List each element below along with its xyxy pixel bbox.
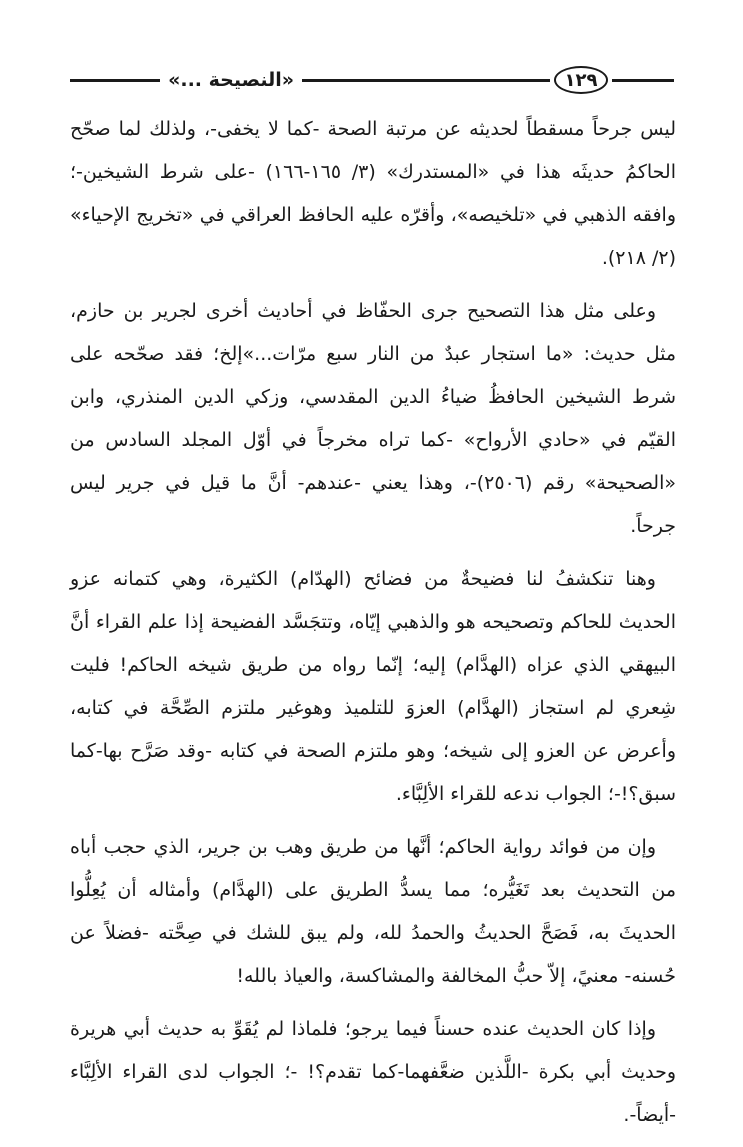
chapter-title: «النصيحة ...» (168, 69, 294, 91)
header-rule-left (70, 79, 160, 82)
header-rule-middle (302, 79, 550, 82)
page-number-badge: ١٢٩ (554, 66, 608, 94)
paragraph-1: ليس جرحاً مسقطاً لحديثه عن مرتبة الصحة -كما لا يخفى-، ولذلك لما صحّح الحاكمُ حديثَه هذا في «المستدرك» (٣/ ١٦٥-١٦٦) -على شرط الشيخين-؛ وافقه الذهبي في «تلخيصه»، وأقرّه عليه الحافظ العراقي في «تخريج الإحياء» (٢/ ٢١٨). (70, 118, 676, 269)
running-header (70, 62, 674, 98)
paragraph-3: وهنا تنكشفُ لنا فضيحةٌ من فضائح (الهدّام) الكثيرة، وهي كتمانه عزو الحديث للحاكم وتصحيحه هو والذهبي إيّاه، وتتجَسَّد الفضيحة إذا علم القراء أنَّ البيهقي الذي عزاه (الهدَّام) إليه؛ إنّما رواه من طريق شيخه الحاكم! فليت شِعري لم استجاز (الهدَّام) العزوَ للتلميذ وهوغير ملتزم الصِّحَّة في كتابه، وأعرض عن العزو إلى شيخه؛ وهو ملتزم الصحة في كتابه -وقد صَرَّح بها-كما سبق؟!-؛ الجواب ندعه للقراء الألِبَّاء. (70, 568, 676, 805)
paragraph-5: وإذا كان الحديث عنده حسناً فيما يرجو؛ فلماذا لم يُقَوِّ به حديث أبي هريرة وحديث أبي بكرة -اللَّذين ضعَّفهما-كما تقدم؟! -؛ الجواب لدى القراء الألِبَّاء -أيضاً-. (70, 1018, 676, 1126)
paragraph-2: وعلى مثل هذا التصحيح جرى الحفّاظ في أحاديث أخرى لجرير بن حازم، مثل حديث: «ما استجار عبدٌ من النار سبع مرّات...»إلخ؛ فقد صحّحه على شرط الشيخين الحافظُ ضياءُ الدين المقدسي، وزكي الدين المنذري، وابن القيّم في «حادي الأرواح» -كما تراه مخرجاً في أوّل المجلد السادس من «الصحيحة» رقم (٢٥٠٦)-، وهذا يعني -عندهم- أنَّ ما قيل في جرير ليس جرحاً. (70, 300, 676, 537)
header-rule-right (612, 79, 674, 82)
page-body (70, 108, 676, 1147)
paragraph-4: وإن من فوائد رواية الحاكم؛ أنَّها من طريق وهب بن جرير، الذي حجب أباه من التحديث بعد تَغَيُّره؛ مما يسدُّ الطريق على (الهدَّام) وأمثاله أن يُعِلُّوا الحديثَ به، فَصَحَّ الحديثُ والحمدُ لله، ولم يبق للشك في صِحَّته -فضلاً عن حُسنه- معنيً، إلاّ حبُّ المخالفة والمشاكسة، والعياذ بالله! (70, 836, 676, 987)
